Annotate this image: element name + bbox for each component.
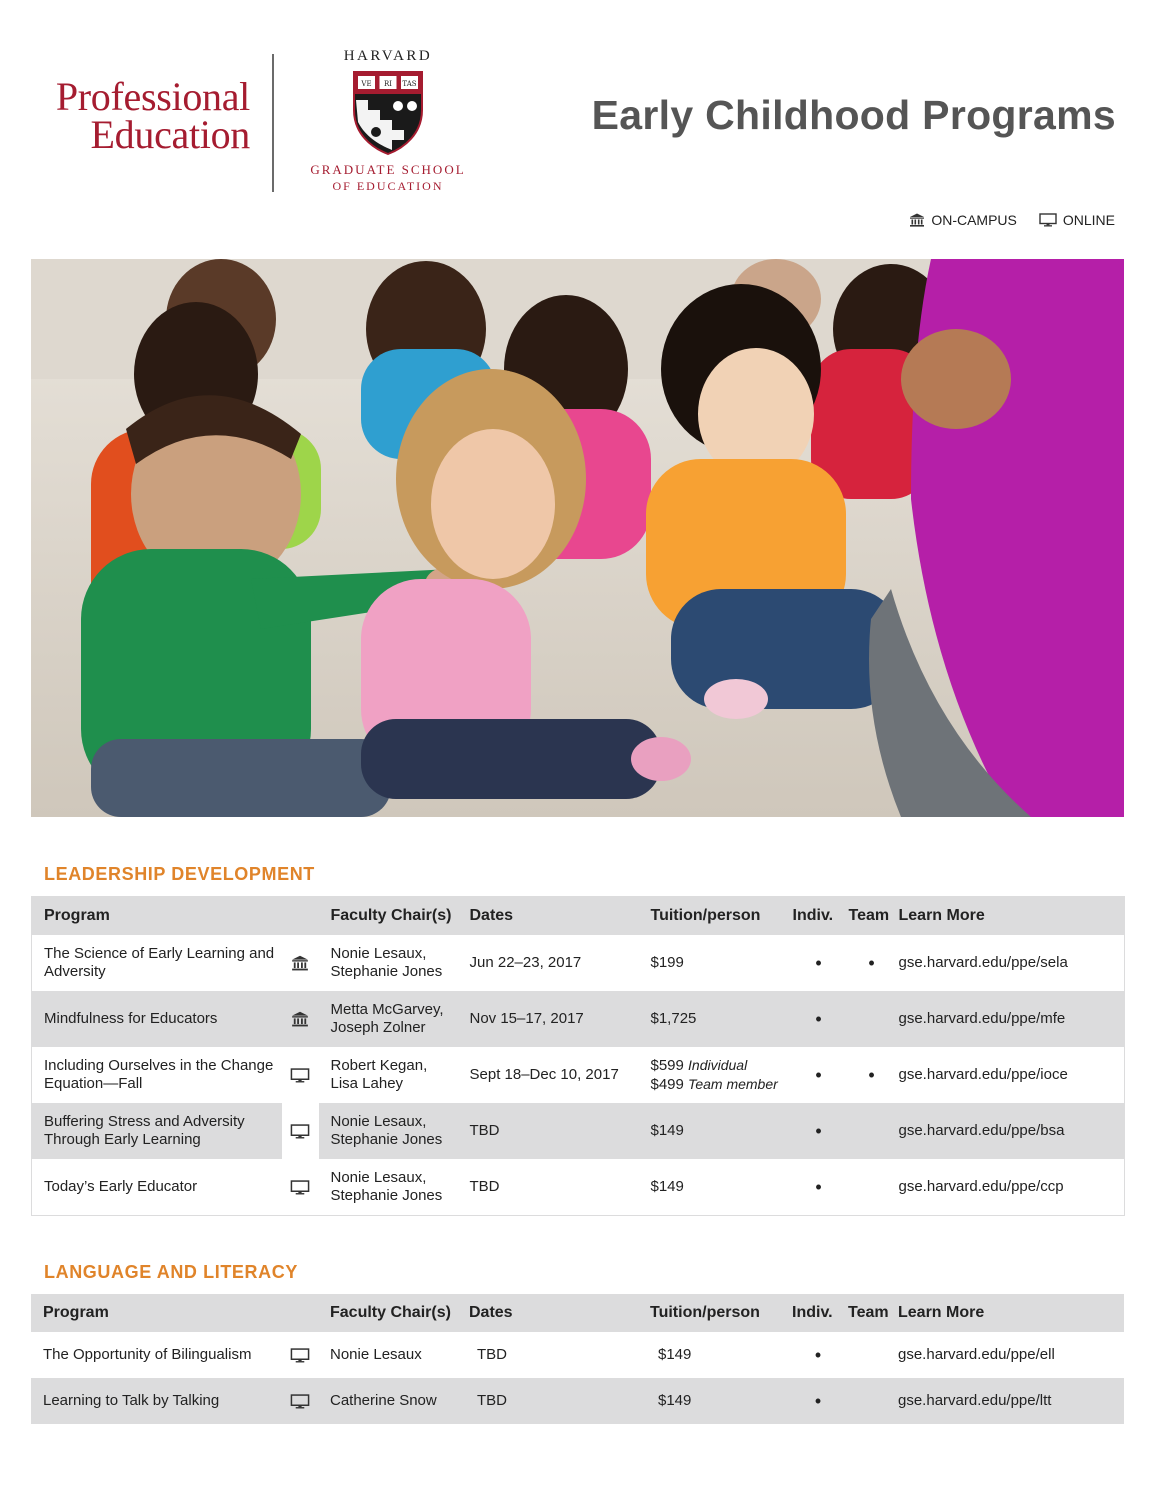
team-marker: • bbox=[847, 1047, 897, 1103]
gse-line-1: GRADUATE SCHOOL bbox=[310, 162, 466, 177]
section-title-language-literacy: LANGUAGE AND LITERACY bbox=[44, 1262, 298, 1282]
legend-online-label: ONLINE bbox=[1062, 212, 1115, 228]
learn-more-link[interactable]: gse.harvard.edu/ppe/ltt bbox=[896, 1378, 1124, 1424]
faculty-chairs: Metta McGarvey, Joseph Zolner bbox=[319, 991, 458, 1047]
building-icon bbox=[909, 213, 925, 227]
indiv-marker: • bbox=[790, 1332, 846, 1378]
program-dates: Nov 15–17, 2017 bbox=[458, 991, 639, 1047]
col-program: Program bbox=[32, 897, 282, 936]
col-tuition: Tuition/person bbox=[638, 1294, 790, 1332]
col-team: Team bbox=[847, 897, 897, 936]
shield-motto-3: TAS bbox=[402, 80, 417, 88]
col-indiv: Indiv. bbox=[791, 897, 847, 936]
col-dates: Dates bbox=[457, 1294, 638, 1332]
harvard-shield-icon bbox=[352, 70, 424, 156]
learn-more-link[interactable]: gse.harvard.edu/ppe/ioce bbox=[897, 1047, 1125, 1103]
monitor-icon bbox=[290, 1348, 310, 1363]
table-header-row bbox=[32, 897, 1125, 936]
faculty-chairs: Nonie Lesaux, Stephanie Jones bbox=[319, 1159, 458, 1216]
learn-more-link[interactable]: gse.harvard.edu/ppe/mfe bbox=[897, 991, 1125, 1047]
building-icon bbox=[291, 955, 309, 971]
table-row bbox=[32, 991, 1125, 1047]
program-name: Today’s Early Educator bbox=[32, 1159, 282, 1216]
harvard-wordmark: HARVARD bbox=[343, 48, 433, 64]
monitor-icon bbox=[290, 1180, 310, 1195]
program-dates: TBD bbox=[457, 1332, 638, 1378]
section-title-leadership: LEADERSHIP DEVELOPMENT bbox=[44, 864, 315, 884]
tuition-team: $499 bbox=[650, 1076, 684, 1093]
tuition: $1,725 bbox=[639, 991, 791, 1047]
team-marker bbox=[846, 1332, 896, 1378]
program-dates: Sept 18–Dec 10, 2017 bbox=[458, 1047, 639, 1103]
tuition-individual: $599 bbox=[650, 1057, 684, 1074]
col-program: Program bbox=[31, 1294, 281, 1332]
col-mode bbox=[282, 897, 319, 936]
learn-more-link[interactable]: gse.harvard.edu/ppe/bsa bbox=[897, 1103, 1125, 1159]
faculty-chairs: Nonie Lesaux, Stephanie Jones bbox=[319, 935, 458, 991]
table-row bbox=[32, 1103, 1125, 1159]
page-title: Early Childhood Programs bbox=[591, 92, 1116, 138]
learn-more-link[interactable]: gse.harvard.edu/ppe/sela bbox=[897, 935, 1125, 991]
gse-line-2: OF EDUCATION bbox=[332, 179, 444, 193]
table-row bbox=[31, 1332, 1124, 1378]
tuition: $149 bbox=[639, 1159, 791, 1216]
team-marker bbox=[847, 1159, 897, 1216]
monitor-icon bbox=[290, 1124, 310, 1139]
logo-line-2: Education bbox=[90, 112, 250, 157]
indiv-marker: • bbox=[790, 1378, 846, 1424]
table-row bbox=[32, 935, 1125, 991]
tuition: $149 bbox=[638, 1378, 790, 1424]
indiv-marker: • bbox=[791, 1159, 847, 1216]
program-name: Mindfulness for Educators bbox=[32, 991, 282, 1047]
program-name: Learning to Talk by Talking bbox=[31, 1378, 281, 1424]
table-row bbox=[31, 1378, 1124, 1424]
program-name: Including Ourselves in the Change Equation—Fall bbox=[32, 1047, 282, 1103]
tuition-team-label: Team member bbox=[688, 1076, 778, 1092]
program-name: The Opportunity of Bilingualism bbox=[31, 1332, 281, 1378]
tuition-individual-label: Individual bbox=[688, 1057, 748, 1073]
learn-more-link[interactable]: gse.harvard.edu/ppe/ccp bbox=[897, 1159, 1125, 1216]
indiv-marker: • bbox=[791, 1047, 847, 1103]
program-name: The Science of Early Learning and Adversity bbox=[32, 935, 282, 991]
legend-on-campus-label: ON-CAMPUS bbox=[931, 212, 1017, 228]
table-row bbox=[32, 1047, 1125, 1103]
indiv-marker: • bbox=[791, 991, 847, 1047]
legend-online bbox=[1039, 212, 1115, 228]
monitor-icon bbox=[290, 1394, 310, 1409]
program-name: Buffering Stress and Adversity Through Early Learning bbox=[32, 1103, 282, 1159]
program-dates: Jun 22–23, 2017 bbox=[458, 935, 639, 991]
professional-education-logo bbox=[48, 74, 250, 157]
building-icon bbox=[291, 1011, 309, 1027]
col-faculty: Faculty Chair(s) bbox=[318, 1294, 457, 1332]
logo-line-1: Professional bbox=[55, 74, 250, 119]
col-dates: Dates bbox=[458, 897, 639, 936]
col-tuition: Tuition/person bbox=[639, 897, 791, 936]
team-marker bbox=[846, 1378, 896, 1424]
tuition: $149 bbox=[639, 1103, 791, 1159]
indiv-marker: • bbox=[791, 935, 847, 991]
shield-motto-2: RI bbox=[383, 80, 393, 88]
team-marker: • bbox=[847, 935, 897, 991]
legend-on-campus bbox=[909, 212, 1017, 228]
program-dates: TBD bbox=[457, 1378, 638, 1424]
language-literacy-programs-table bbox=[31, 1294, 1124, 1424]
col-learn-more: Learn More bbox=[896, 1294, 1124, 1332]
leadership-programs-table bbox=[31, 896, 1125, 1216]
logo-divider bbox=[272, 54, 274, 192]
monitor-icon bbox=[1039, 213, 1057, 227]
col-faculty: Faculty Chair(s) bbox=[319, 897, 458, 936]
indiv-marker: • bbox=[791, 1103, 847, 1159]
col-indiv: Indiv. bbox=[790, 1294, 846, 1332]
program-dates: TBD bbox=[458, 1103, 639, 1159]
tuition: $149 bbox=[638, 1332, 790, 1378]
table-row bbox=[32, 1159, 1125, 1216]
faculty-chairs: Nonie Lesaux bbox=[318, 1332, 457, 1378]
tuition bbox=[639, 1047, 791, 1103]
col-mode bbox=[281, 1294, 318, 1332]
tuition: $199 bbox=[639, 935, 791, 991]
faculty-chairs: Robert Kegan, Lisa Lahey bbox=[319, 1047, 458, 1103]
hero-photo-children bbox=[31, 259, 1124, 817]
faculty-chairs: Nonie Lesaux, Stephanie Jones bbox=[319, 1103, 458, 1159]
program-dates: TBD bbox=[458, 1159, 639, 1216]
format-legend bbox=[887, 212, 1115, 228]
team-marker bbox=[847, 1103, 897, 1159]
faculty-chairs: Catherine Snow bbox=[318, 1378, 457, 1424]
col-learn-more: Learn More bbox=[897, 897, 1125, 936]
shield-motto-1: VE bbox=[361, 80, 372, 88]
team-marker bbox=[847, 991, 897, 1047]
learn-more-link[interactable]: gse.harvard.edu/ppe/ell bbox=[896, 1332, 1124, 1378]
col-team: Team bbox=[846, 1294, 896, 1332]
monitor-icon bbox=[290, 1068, 310, 1083]
table-header-row bbox=[31, 1294, 1124, 1332]
